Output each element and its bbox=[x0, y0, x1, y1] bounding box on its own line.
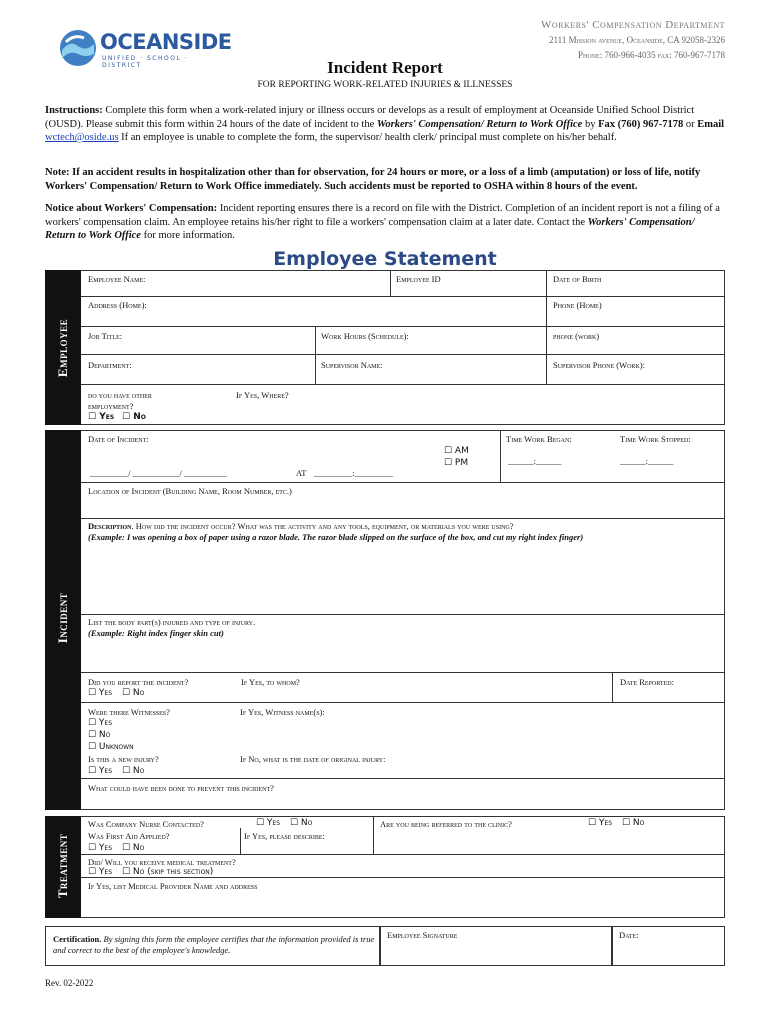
nurse-yes[interactable]: ☐ Yes bbox=[256, 818, 281, 828]
incident-date-label: Date of Incident: bbox=[88, 434, 149, 444]
instructions bbox=[45, 104, 725, 145]
work-hours-field[interactable]: Work Hours (Schedule): bbox=[321, 331, 409, 341]
referred-no[interactable]: ☐ No bbox=[622, 818, 645, 828]
time-began-field[interactable]: ______:______ bbox=[508, 456, 562, 466]
referred-label: Are you being referred to the clinic? bbox=[380, 819, 512, 829]
witness-names-field[interactable]: If Yes, Witness name(s): bbox=[240, 707, 325, 717]
first-aid-describe-field[interactable]: If Yes, please describe: bbox=[244, 831, 325, 841]
phone-work-field[interactable]: phone (work) bbox=[553, 331, 600, 341]
dept-address: 2111 Mission avenue, Oceanside, CA 92058-2326 bbox=[549, 35, 725, 45]
nurse-no[interactable]: ☐ No bbox=[290, 818, 313, 828]
first-aid-no[interactable]: ☐ No bbox=[122, 843, 145, 853]
incident-time-field[interactable]: _________:_________ bbox=[314, 468, 393, 478]
supervisor-field[interactable]: Supervisor Name: bbox=[321, 360, 383, 370]
medical-yes[interactable]: ☐ Yes bbox=[88, 867, 113, 877]
new-injury-yes[interactable]: ☐ Yes bbox=[88, 766, 113, 776]
department-field[interactable]: Department: bbox=[88, 360, 132, 370]
email-label: Email bbox=[697, 118, 725, 130]
new-injury-label: Is this a new injury? bbox=[88, 754, 159, 764]
instructions-text: Complete this form when a work-related injury or illness occurs or develops as a result of employment at Oceanside Unified School District (OUSD). Please submit this form within 24 hours of the date of incident to the bbox=[45, 105, 695, 130]
header-contact bbox=[541, 18, 725, 63]
witnesses-label: Were there Witnesses? bbox=[88, 707, 170, 717]
instructions-label: Instructions: bbox=[45, 105, 103, 116]
prevent-field[interactable]: What could have been done to prevent this incident? bbox=[88, 783, 274, 793]
section-title: Employee Statement bbox=[273, 248, 497, 270]
description-prompt: . How did the incident occur? What was the activity and any tools, equipment, or materials you were using? bbox=[131, 521, 514, 531]
treatment-bar bbox=[45, 816, 81, 918]
nurse-label: Was Company Nurse Contacted? bbox=[88, 819, 204, 829]
time-stopped-label: Time Work Stopped: bbox=[620, 434, 691, 444]
instructions-text-2: by bbox=[582, 118, 599, 130]
am-checkbox[interactable]: ☐ AM bbox=[444, 446, 469, 456]
description-field[interactable] bbox=[88, 521, 514, 531]
incident-bar-label: Incident bbox=[55, 592, 70, 644]
other-employment-label: do you have other employment? bbox=[88, 390, 152, 411]
certification-label: Certification. bbox=[53, 934, 102, 944]
description-example: (Example: I was opening a box of paper using a razor blade. The razor blade slipped on the surface of the box, and cut my right index finger) bbox=[88, 532, 584, 542]
time-stopped-field[interactable]: ______:______ bbox=[620, 456, 674, 466]
description-label: Description bbox=[88, 521, 132, 531]
witness-no[interactable]: ☐ No bbox=[88, 730, 111, 740]
phone-home-field[interactable]: Phone (Home) bbox=[553, 300, 602, 310]
did-report-label: Did you report the incident? bbox=[88, 677, 189, 687]
instructions-text-3: or bbox=[683, 118, 698, 130]
signature-label: Employee Signature bbox=[387, 930, 458, 940]
first-aid-yes[interactable]: ☐ Yes bbox=[88, 843, 113, 853]
dept-phone: Phone: 760-966-4035 fax: 760-967-7178 bbox=[578, 50, 725, 60]
medical-label: Did/ Will you receive medical treatment? bbox=[88, 857, 236, 867]
revision: Rev. 02-2022 bbox=[45, 978, 94, 988]
new-injury-no[interactable]: ☐ No bbox=[122, 766, 145, 776]
report-no[interactable]: ☐ No bbox=[122, 688, 145, 698]
employee-id-field[interactable]: Employee ID bbox=[396, 274, 441, 284]
incident-date-field[interactable]: _________/ ___________/ __________ bbox=[90, 468, 227, 478]
provider-field[interactable]: If Yes, list Medical Provider Name and address bbox=[88, 881, 258, 891]
witness-unknown[interactable]: ☐ Unknown bbox=[88, 742, 134, 752]
employee-name-field[interactable]: Employee Name: bbox=[88, 274, 146, 284]
employee-bar-label: Employee bbox=[55, 318, 70, 378]
medical-no[interactable]: ☐ No (skip this section) bbox=[122, 867, 214, 877]
date-reported-field[interactable]: Date Reported: bbox=[620, 677, 674, 687]
logo-subtitle: UNIFIED · SCHOOL · DISTRICT bbox=[102, 55, 189, 69]
referred-yes[interactable]: ☐ Yes bbox=[588, 818, 613, 828]
where-field[interactable]: If Yes, Where? bbox=[236, 390, 289, 400]
signature-date-label: Date: bbox=[619, 930, 639, 940]
dob-field[interactable]: Date of Birth bbox=[553, 274, 602, 284]
pm-checkbox[interactable]: ☐ PM bbox=[444, 458, 469, 468]
notice-office: Workers' Compensation/ Return to Work Office bbox=[45, 216, 695, 241]
first-aid-label: Was First Aid Applied? bbox=[88, 831, 170, 841]
location-field[interactable]: Location of Incident (Building Name, Room Number, etc.) bbox=[88, 486, 292, 496]
note: Note: If an accident results in hospitalization other than for observation, for 24 hours or more, or a loss of a limb (amputation) or loss of life, notify Workers' Compensation/ Return to Work Office immediately. Such accidents must be reported to OSHA within 8 hours of the event. bbox=[45, 167, 701, 192]
witness-yes[interactable]: ☐ Yes bbox=[88, 718, 113, 728]
original-injury-date-field[interactable]: If No, what is the date of original injury: bbox=[240, 754, 386, 764]
other-employment-yes[interactable]: ☐ Yes bbox=[88, 412, 115, 422]
fax-number: Fax (760) 967-7178 bbox=[598, 118, 684, 130]
office-name: Workers' Compensation/ Return to Work Office bbox=[376, 118, 583, 130]
body-parts-field[interactable]: List the body part(s) injured and type of injury. bbox=[88, 617, 256, 627]
treatment-bar-label: Treatment bbox=[55, 833, 70, 899]
notice-text: Incident reporting ensures there is a record on file with the District. Completion of an incident report is not a filing of a workers' compensation claim. An employee retains his/her right to file a workers' compensation claim at a later date. Contact the bbox=[45, 203, 720, 228]
job-title-field[interactable]: Job Title: bbox=[88, 331, 123, 341]
address-field[interactable]: Address (Home): bbox=[88, 300, 147, 310]
at-label: AT bbox=[296, 468, 307, 478]
page-subtitle: FOR REPORTING WORK-RELATED INJURIES & ILLNESSES bbox=[257, 80, 513, 90]
notice bbox=[45, 202, 725, 243]
instructions-text-4: If an employee is unable to complete the form, the supervisor/ health clerk/ principal must complete on his/her behalf. bbox=[118, 132, 617, 143]
body-parts-example: (Example: Right index finger skin cut) bbox=[88, 628, 224, 638]
email-link[interactable]: wctech@oside.us bbox=[45, 132, 119, 143]
incident-bar bbox=[45, 430, 81, 810]
time-began-label: Time Work Began: bbox=[506, 434, 572, 444]
other-employment-no[interactable]: ☐ No bbox=[122, 412, 146, 422]
notice-text-2: for more information. bbox=[140, 230, 235, 241]
notice-label: Notice about Workers' Compensation: bbox=[45, 203, 218, 214]
logo-name: OCEANSIDE bbox=[100, 30, 232, 54]
report-yes[interactable]: ☐ Yes bbox=[88, 688, 113, 698]
certification-body: By signing this form the employee certifies that the information provided is true and correct to the best of the employee's knowledge. bbox=[53, 934, 375, 955]
certification-text bbox=[53, 934, 375, 956]
page-title: Incident Report bbox=[327, 58, 443, 77]
to-whom-field[interactable]: If Yes, to whom? bbox=[241, 677, 300, 687]
dept-name: Workers' Compensation Department bbox=[541, 19, 725, 31]
employee-bar bbox=[45, 270, 81, 425]
supervisor-phone-field[interactable]: Supervisor Phone (Work): bbox=[553, 360, 645, 370]
